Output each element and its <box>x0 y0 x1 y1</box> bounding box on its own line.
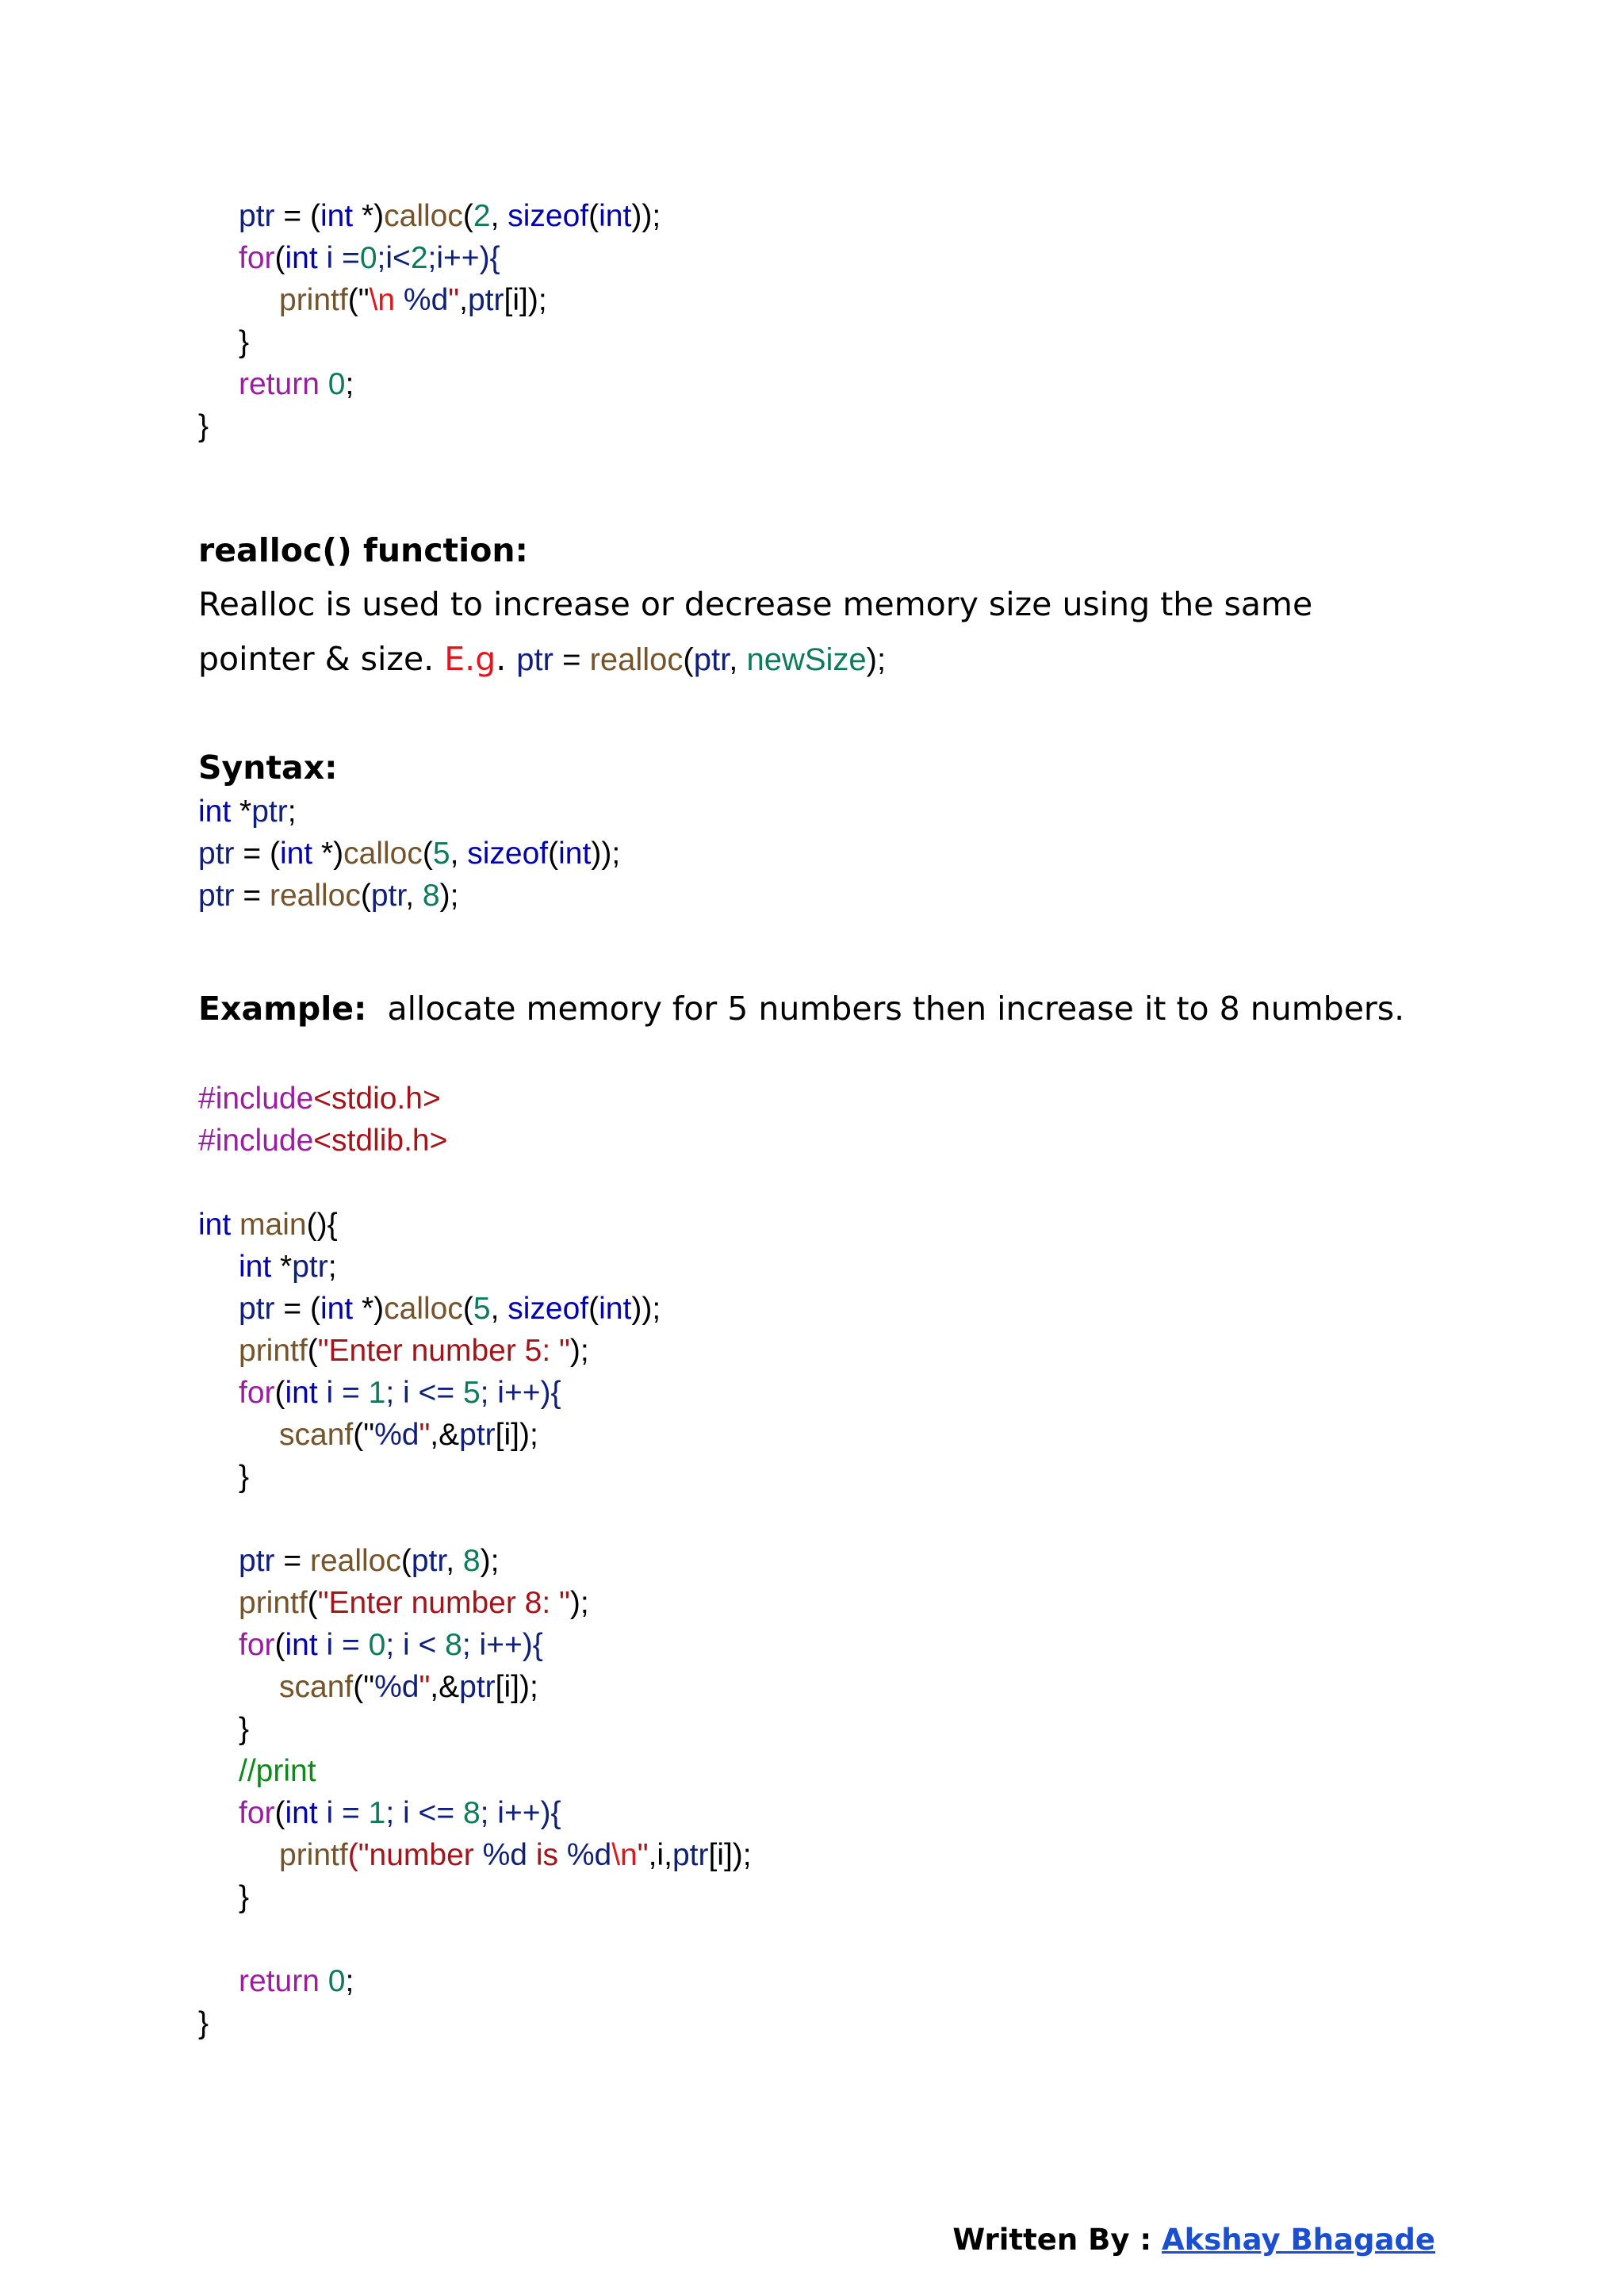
code-token: = ( <box>274 1292 320 1326</box>
code-token: ptr <box>239 1544 275 1578</box>
code-line <box>198 1203 338 1247</box>
eg-code <box>516 642 886 677</box>
code-token: ptr <box>292 1250 328 1284</box>
code-token: (" <box>347 283 370 317</box>
code-token: ; i <= <box>385 1796 463 1830</box>
code-token: [i]); <box>495 1418 538 1452</box>
code-token: int <box>198 795 232 829</box>
code-token: [i]); <box>708 1838 752 1872</box>
code-token: for <box>239 1796 275 1830</box>
code-token: ( <box>274 241 285 275</box>
code-token: } <box>239 1880 250 1914</box>
code-token: int <box>285 1376 318 1410</box>
code-token: (" <box>353 1670 375 1704</box>
code-token: ( <box>307 1334 318 1368</box>
code-token: %d <box>395 283 449 317</box>
code-token: , <box>405 879 423 913</box>
code-token: ; <box>345 367 354 401</box>
code-token: i = <box>317 1376 369 1410</box>
code-token: )); <box>631 199 661 233</box>
code-token: = <box>274 1544 310 1578</box>
example-line <box>198 986 1404 1031</box>
code-token: #include <box>198 1124 314 1158</box>
realloc-description-line2 <box>198 637 886 682</box>
code-line <box>198 1959 354 2004</box>
code-token: scanf <box>279 1418 354 1452</box>
code-token: ; <box>287 795 297 829</box>
code-token: * <box>271 1250 293 1284</box>
code-token: *) <box>353 199 385 233</box>
code-line <box>198 1581 589 1626</box>
code-token: , <box>490 1292 508 1326</box>
code-token: 5 <box>473 1292 491 1326</box>
code-token: sizeof <box>508 199 589 233</box>
code-token: [i]); <box>495 1670 538 1704</box>
code-token: ptr <box>198 879 235 913</box>
code-token: = ( <box>274 199 320 233</box>
code-token: printf <box>239 1334 308 1368</box>
code-token: <stdlib.h> <box>313 1124 448 1158</box>
code-token: ,& <box>430 1418 460 1452</box>
code-token: %d <box>482 1838 527 1872</box>
code-token: main <box>239 1208 307 1242</box>
realloc-heading: realloc() function: <box>198 531 528 569</box>
author-link[interactable]: Akshay Bhagade <box>1162 2223 1435 2257</box>
code-token: ptr <box>251 795 288 829</box>
code-token: } <box>239 325 250 359</box>
code-token: int <box>279 837 313 871</box>
code-token: (" <box>353 1418 375 1452</box>
code-token: ( <box>400 1544 412 1578</box>
code-token: ; i++){ <box>480 1376 561 1410</box>
code-line <box>198 194 661 239</box>
code-token: calloc <box>384 199 463 233</box>
code-token: <stdio.h> <box>313 1082 441 1116</box>
code-token <box>320 367 328 401</box>
code-token: 5 <box>432 837 450 871</box>
code-line <box>198 320 249 365</box>
code-token: return <box>239 367 320 401</box>
syntax-heading: Syntax: <box>198 749 338 787</box>
code-token: " <box>419 1418 431 1452</box>
code-token: 0 <box>368 1628 386 1662</box>
code-token: , <box>729 642 747 677</box>
code-token: * <box>231 795 252 829</box>
code-token: for <box>239 1628 275 1662</box>
code-token: 1 <box>368 1376 386 1410</box>
eg-dot: . <box>496 640 517 678</box>
code-token <box>231 1208 239 1242</box>
code-token: int <box>558 837 592 871</box>
code-token: ptr <box>198 837 235 871</box>
code-token: calloc <box>384 1292 463 1326</box>
code-token: } <box>239 1460 250 1494</box>
code-token: 1 <box>368 1796 386 1830</box>
code-token: ptr <box>239 1292 275 1326</box>
code-token: //print <box>239 1754 316 1788</box>
code-token: for <box>239 241 275 275</box>
code-token: *) <box>353 1292 385 1326</box>
code-token: 2 <box>410 241 428 275</box>
code-token: i = <box>317 1628 369 1662</box>
code-token: int <box>198 1208 232 1242</box>
code-token: printf <box>279 283 348 317</box>
code-token: for <box>239 1376 275 1410</box>
code-token: ( <box>548 837 559 871</box>
code-token: ptr <box>370 879 406 913</box>
code-token: ); <box>480 1544 500 1578</box>
code-token: int <box>285 1628 318 1662</box>
code-token: %d <box>374 1670 419 1704</box>
realloc-description-line1: Realloc is used to increase or decrease memory size using the same <box>198 585 1313 623</box>
code-token: sizeof <box>467 837 549 871</box>
code-token: ( <box>588 199 599 233</box>
code-line <box>198 278 547 323</box>
code-token: ptr <box>516 642 553 677</box>
example-description: allocate memory for 5 numbers then increase it to 8 numbers. <box>387 990 1405 1028</box>
code-token: "Enter number 8: " <box>317 1586 570 1620</box>
code-token: return <box>239 1964 320 1998</box>
code-token: int <box>285 1796 318 1830</box>
code-token: ptr <box>672 1838 709 1872</box>
code-line <box>198 404 209 449</box>
code-token: ( <box>307 1586 318 1620</box>
code-token: \n <box>369 283 396 317</box>
code-token: scanf <box>279 1670 354 1704</box>
code-token: ( <box>274 1628 285 1662</box>
code-token: ); <box>569 1334 589 1368</box>
code-token: 0 <box>327 1964 346 1998</box>
code-line <box>198 1665 538 1710</box>
code-token: ; <box>327 1250 337 1284</box>
code-token: ( <box>360 879 371 913</box>
code-token: *) <box>312 837 344 871</box>
code-token: calloc <box>343 837 423 871</box>
code-token: ptr <box>459 1670 496 1704</box>
code-token: " <box>419 1670 431 1704</box>
code-line <box>198 1875 249 1920</box>
code-token: ,& <box>430 1670 460 1704</box>
code-token: , <box>490 199 508 233</box>
code-token: } <box>198 409 209 443</box>
code-line <box>198 1287 661 1331</box>
code-token: , <box>459 283 468 317</box>
code-line <box>198 1119 447 1163</box>
code-token: ( <box>274 1796 285 1830</box>
code-token: 8 <box>422 879 440 913</box>
code-token: 8 <box>445 1628 462 1662</box>
code-line <box>198 1245 337 1289</box>
code-token: int <box>599 1292 632 1326</box>
code-token: 5 <box>462 1376 481 1410</box>
code-line <box>198 1455 249 1499</box>
code-token: printf <box>239 1586 308 1620</box>
code-token: %d <box>374 1418 419 1452</box>
code-line <box>198 1749 316 1794</box>
code-token: ( <box>422 837 433 871</box>
code-token: = <box>234 879 270 913</box>
code-line <box>198 1077 441 1121</box>
code-line <box>198 236 500 281</box>
code-token: int <box>599 199 632 233</box>
code-token: int <box>320 199 354 233</box>
code-token: int <box>285 241 318 275</box>
code-token: int <box>239 1250 272 1284</box>
code-token: ptr <box>467 283 504 317</box>
code-line <box>198 1707 249 1752</box>
code-token: realloc <box>309 1544 401 1578</box>
code-token: } <box>198 2006 209 2040</box>
code-token: 8 <box>462 1796 481 1830</box>
code-token: ; <box>345 1964 354 1998</box>
code-line <box>198 1539 499 1584</box>
code-token: ( <box>462 199 473 233</box>
code-token: ; i++){ <box>480 1796 561 1830</box>
code-line <box>198 362 354 407</box>
code-token: ( <box>274 1376 285 1410</box>
code-token: ptr <box>411 1544 446 1578</box>
realloc-description-text: pointer & size. <box>198 640 445 678</box>
code-token: "Enter number 5: " <box>317 1334 570 1368</box>
code-token: newSize <box>746 642 867 677</box>
footer-credit <box>952 2220 1435 2260</box>
code-token: 0 <box>327 367 346 401</box>
code-token: ( <box>462 1292 473 1326</box>
code-token: ( <box>588 1292 599 1326</box>
code-token: i = <box>317 241 360 275</box>
code-token: } <box>239 1712 250 1746</box>
code-token: ,i, <box>648 1838 672 1872</box>
code-line <box>198 1371 561 1415</box>
code-token: )); <box>631 1292 661 1326</box>
code-token: 2 <box>473 199 491 233</box>
code-token: 0 <box>359 241 377 275</box>
code-token: %d <box>566 1838 612 1872</box>
code-token: realloc <box>589 642 684 677</box>
code-token: is <box>527 1838 567 1872</box>
code-token: ptr <box>693 642 730 677</box>
footer-label: Written By : <box>952 2223 1162 2257</box>
code-token: ; i < <box>385 1628 446 1662</box>
code-token: )); <box>591 837 621 871</box>
code-token: ("number <box>347 1838 483 1872</box>
code-line <box>198 1623 543 1668</box>
code-token: ;i< <box>377 241 411 275</box>
code-token: " <box>637 1838 649 1872</box>
code-line <box>198 1833 752 1878</box>
code-token: ; i++){ <box>462 1628 543 1662</box>
code-token: ( <box>683 642 694 677</box>
example-heading: Example: <box>198 990 367 1028</box>
code-line <box>198 1329 589 1373</box>
code-token: (){ <box>306 1208 338 1242</box>
code-token: realloc <box>269 879 361 913</box>
code-token: int <box>320 1292 354 1326</box>
code-token: ptr <box>239 199 275 233</box>
code-line <box>198 874 458 918</box>
code-line <box>198 1413 538 1457</box>
code-token: printf <box>279 1838 348 1872</box>
code-line <box>198 1791 561 1836</box>
eg-label: E.g <box>444 640 496 678</box>
code-token: [i]); <box>504 283 547 317</box>
code-token: 8 <box>462 1544 481 1578</box>
code-token: i = <box>317 1796 369 1830</box>
code-token: ); <box>439 879 459 913</box>
code-line <box>198 790 297 834</box>
code-token: #include <box>198 1082 314 1116</box>
code-token: \n <box>611 1838 638 1872</box>
code-line <box>198 832 620 876</box>
code-token <box>320 1964 328 1998</box>
code-token: ; i <= <box>385 1376 463 1410</box>
code-token: sizeof <box>508 1292 589 1326</box>
code-token: ); <box>866 642 887 677</box>
code-token: ); <box>569 1586 589 1620</box>
code-token: ;i++){ <box>427 241 500 275</box>
code-token: ptr <box>459 1418 496 1452</box>
code-token: = ( <box>234 837 280 871</box>
code-token: , <box>450 837 468 871</box>
code-token: = <box>553 642 590 677</box>
code-token: , <box>446 1544 463 1578</box>
code-line <box>198 2001 209 2046</box>
code-token: " <box>448 283 460 317</box>
